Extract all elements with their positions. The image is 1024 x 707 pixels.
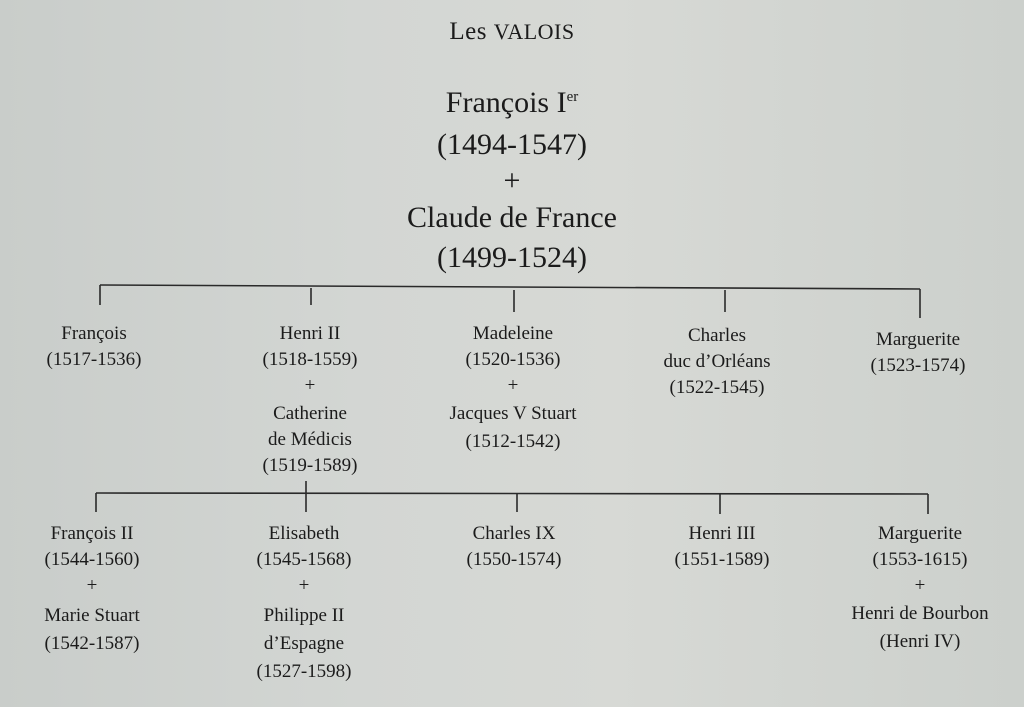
child-2-spouse-line2: de Médicis (268, 429, 352, 450)
child-3-spouse-dates: (1512-1542) (465, 431, 561, 452)
child-3-dates: (1520-1536) (465, 349, 561, 370)
child-3-name: Madeleine (472, 323, 554, 344)
king-name: François Ier (445, 86, 579, 119)
grandchild-2-spouse-dates: (1527-1598) (256, 661, 352, 682)
grandchild-1-spouse-dates: (1542-1587) (44, 633, 140, 654)
child-4-dates: (1522-1545) (669, 377, 765, 398)
grandchild-1-plus: + (86, 575, 98, 596)
grandchild-2-spouse-line1: Philippe II (263, 605, 345, 626)
grandchild-5-name: Marguerite (877, 523, 963, 544)
grandchild-4-dates: (1551-1589) (674, 549, 770, 570)
grandchild-5-spouse-line1: Henri de Bourbon (851, 603, 989, 624)
child-2-dates: (1518-1559) (262, 349, 358, 370)
page-title (449, 18, 574, 46)
grandchild-2-plus: + (298, 575, 310, 596)
child-5-dates: (1523-1574) (870, 355, 966, 376)
child-2-spouse-dates: (1519-1589) (262, 455, 358, 476)
child-3-spouse-line1: Jacques V Stuart (449, 403, 577, 424)
marriage-plus: + (503, 164, 521, 197)
grandchild-1-name: François II (50, 523, 134, 544)
child-2-plus: + (304, 375, 316, 396)
grandchild-4-name: Henri III (688, 523, 756, 544)
grandchild-5-dates: (1553-1615) (872, 549, 968, 570)
title-prefix: Les (449, 18, 494, 45)
child-1-name: François (61, 323, 127, 344)
child-4-name-line2: duc d’Orléans (663, 351, 771, 372)
queen-dates: (1499-1524) (437, 241, 587, 274)
grandchild-3-name: Charles IX (472, 523, 556, 544)
child-4-name: Charles (687, 325, 747, 346)
child-5-name: Marguerite (875, 329, 961, 350)
king-name-superscript: er (566, 89, 579, 105)
grandchild-1-dates: (1544-1560) (44, 549, 140, 570)
grandchild-3-dates: (1550-1574) (466, 549, 562, 570)
gen1-horizontal-line (100, 285, 920, 289)
queen-name: Claude de France (407, 201, 617, 234)
grandchild-2-spouse-line2: d’Espagne (263, 633, 345, 654)
grandchild-5-plus: + (914, 575, 926, 596)
child-2-spouse-line1: Catherine (273, 403, 347, 424)
gen2-horizontal-line (96, 493, 928, 494)
title-name: VALOIS (493, 19, 575, 44)
grandchild-5-spouse-line2: (Henri IV) (879, 631, 961, 652)
king-dates: (1494-1547) (437, 128, 587, 161)
child-1-dates: (1517-1536) (46, 349, 142, 370)
child-3-plus: + (507, 375, 519, 396)
child-2-name: Henri II (279, 323, 341, 344)
grandchild-2-dates: (1545-1568) (256, 549, 352, 570)
grandchild-2-name: Elisabeth (268, 523, 340, 544)
grandchild-1-spouse-line1: Marie Stuart (44, 605, 140, 626)
